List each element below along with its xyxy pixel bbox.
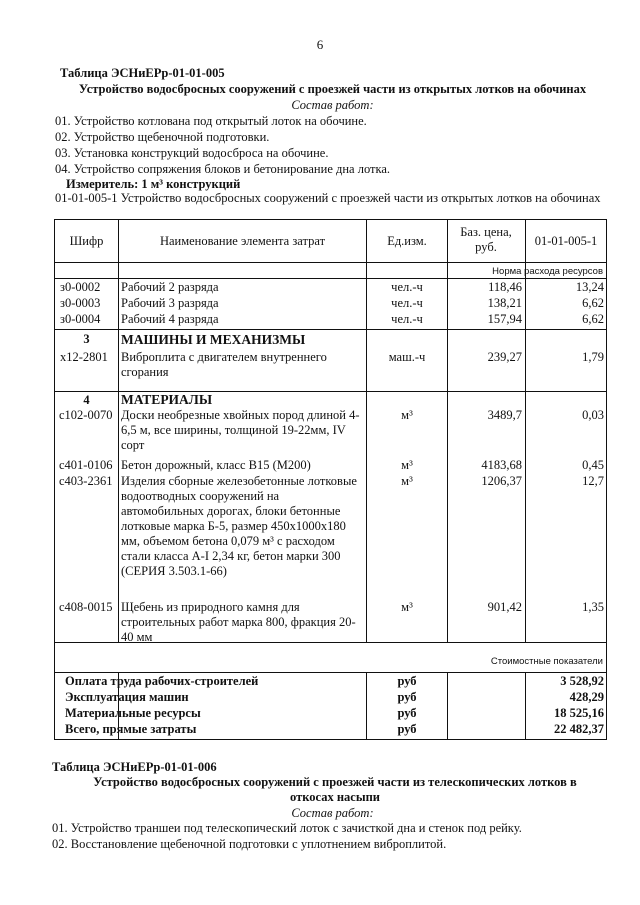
total-unit: руб	[397, 674, 417, 688]
machine-code: х12-2801	[60, 350, 108, 364]
machine-name: Виброплита с двигателем внутреннего сгорания	[121, 350, 327, 379]
material-code: с102-0070	[59, 408, 113, 422]
labor-code: з0-0002	[60, 280, 101, 294]
table2-composition-item: 01. Устройство траншеи под телескопический лоток с зачисткой дна и стенок под рейку.	[52, 821, 522, 835]
material-code: с403-2361	[59, 474, 113, 488]
labor-name: Рабочий 3 разряда	[121, 296, 219, 310]
norm-note: Норма расхода ресурсов	[492, 266, 603, 277]
table1-composition-item: 01. Устройство котлована под открытый лоток на обочине.	[55, 114, 367, 128]
material-name: Изделия сборные железобетонные лотковые водоотводных сооружений на автомобильных дорогах, блоки бетонные лотковые марка Б-5, размер 450х1000х180 мм, объемом бетона 0,079 м³ с расходом стали класса А-I 2,34 кг, бетон марки 300 (СЕРИЯ 3.503.1-66)	[121, 474, 357, 578]
row-divider	[55, 262, 606, 263]
labor-norm: 6,62	[582, 296, 604, 310]
material-name: Бетон дорожный, класс В15 (М200)	[121, 458, 311, 472]
table1-description: 01-01-005-1 Устройство водосбросных сооружений с проезжей части из открытых лотков на обочинах	[55, 191, 601, 205]
material-unit: м³	[401, 600, 413, 614]
table2-composition-heading: Состав работ:	[291, 806, 374, 820]
table1-title: Таблица ЭСНиЕРр-01-01-005	[60, 66, 225, 80]
labor-norm: 6,62	[582, 312, 604, 326]
row-divider	[55, 329, 606, 330]
material-price: 4183,68	[481, 458, 522, 472]
total-value: 428,29	[569, 690, 604, 704]
header-price: Баз. цена, руб.	[460, 225, 512, 254]
cost-note: Стоимостные показатели	[490, 656, 603, 667]
total-name: Эксплуатация машин	[65, 690, 189, 704]
materials-section-title: МАТЕРИАЛЫ	[121, 392, 213, 407]
labor-name: Рабочий 4 разряда	[121, 312, 219, 326]
total-unit: руб	[397, 690, 417, 704]
col-divider	[447, 672, 448, 740]
material-name: Доски необрезные хвойных пород длиной 4-6,5 м, все ширины, толщиной 19-22мм, IV сорт	[121, 408, 360, 452]
machine-price: 239,27	[487, 350, 522, 364]
table2-composition-item: 02. Восстановление щебеночной подготовки с уплотнением виброплитой.	[52, 837, 447, 851]
page-number: 6	[316, 37, 324, 52]
header-norm: 01-01-005-1	[534, 234, 598, 248]
col-divider	[118, 220, 119, 642]
table1-subtitle: Устройство водосбросных сооружений с проезжей части из открытых лотков на обочинах	[78, 82, 587, 96]
table1-meter: Измеритель: 1 м³ конструкций	[66, 177, 241, 191]
header-code: Шифр	[69, 234, 104, 248]
labor-code: з0-0004	[60, 312, 101, 326]
material-norm: 12,7	[582, 474, 604, 488]
material-price: 901,42	[487, 600, 522, 614]
table1-composition-heading: Состав работ:	[291, 98, 374, 112]
labor-code: з0-0003	[60, 296, 101, 310]
total-unit: руб	[397, 706, 417, 720]
table2-subtitle: Устройство водосбросных сооружений с проезжей части из телескопических лотков в откосах насыпи	[93, 775, 577, 804]
total-name: Оплата труда рабочих-строителей	[65, 674, 259, 688]
table1-composition-item: 02. Устройство щебеночной подготовки.	[55, 130, 270, 144]
material-code: с408-0015	[59, 600, 113, 614]
material-norm: 1,35	[582, 600, 604, 614]
labor-norm: 13,24	[575, 280, 604, 294]
table1-composition-item: 03. Установка конструкций водосброса на обочине.	[55, 146, 329, 160]
material-price: 1206,37	[481, 474, 522, 488]
material-norm: 0,03	[582, 408, 604, 422]
material-price: 3489,7	[487, 408, 522, 422]
table1-composition-item: 04. Устройство сопряжения блоков и бетонирование дна лотка.	[55, 162, 391, 176]
row-divider	[55, 672, 606, 673]
machine-unit: маш.-ч	[388, 350, 426, 364]
header-name: Наименование элемента затрат	[159, 234, 326, 248]
labor-price: 138,21	[487, 296, 522, 310]
labor-unit: чел.-ч	[391, 312, 423, 326]
machines-section-title: МАШИНЫ И МЕХАНИЗМЫ	[121, 332, 306, 347]
material-unit: м³	[401, 458, 413, 472]
material-code: с401-0106	[59, 458, 113, 472]
total-value: 18 525,16	[554, 706, 604, 720]
machine-norm: 1,79	[582, 350, 604, 364]
labor-price: 118,46	[488, 280, 522, 294]
total-unit: руб	[397, 722, 417, 736]
total-value: 22 482,37	[554, 722, 604, 736]
resource-table	[54, 219, 607, 740]
material-norm: 0,45	[582, 458, 604, 472]
materials-section-number: 4	[83, 393, 90, 407]
material-name: Щебень из природного камня для строительных работ марка 800, фракция 20-40 мм	[121, 600, 356, 644]
header-unit: Ед.изм.	[387, 234, 427, 248]
labor-unit: чел.-ч	[391, 280, 423, 294]
labor-name: Рабочий 2 разряда	[121, 280, 219, 294]
total-value: 3 528,92	[560, 674, 604, 688]
machines-section-number: 3	[83, 332, 90, 346]
total-name: Материальные ресурсы	[65, 706, 201, 720]
material-unit: м³	[401, 408, 413, 422]
labor-unit: чел.-ч	[391, 296, 423, 310]
table2-title: Таблица ЭСНиЕРр-01-01-006	[52, 760, 217, 774]
total-name: Всего, прямые затраты	[65, 722, 197, 736]
labor-price: 157,94	[487, 312, 522, 326]
material-unit: м³	[401, 474, 413, 488]
